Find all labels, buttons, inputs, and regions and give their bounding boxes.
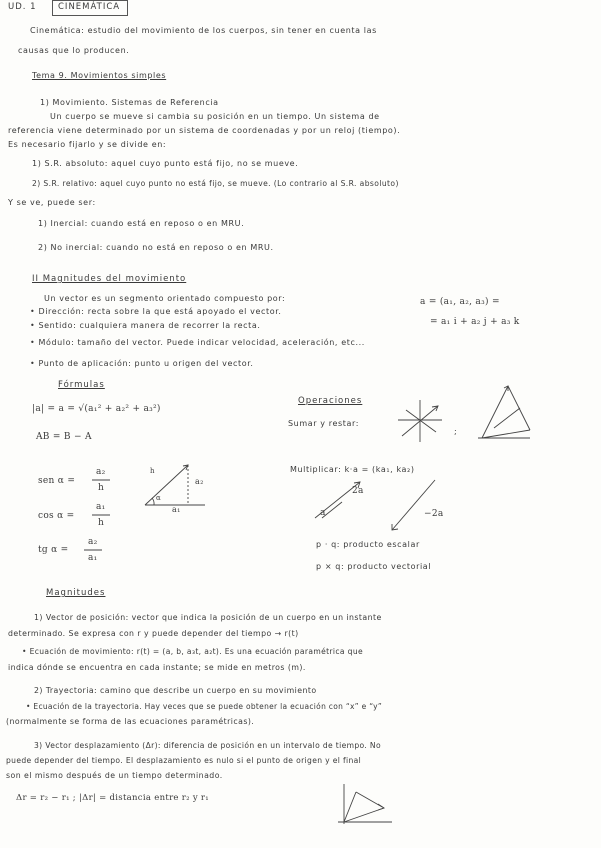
section1-line: Y se ve, puede ser: [8,198,96,207]
section2-title: II Magnitudes del movimiento [32,274,187,284]
section3-title: Magnitudes [46,588,106,598]
triangle-a2-label: a₂ [195,477,204,486]
section2-line: • Dirección: recta sobre la que está apoyado el vector. [30,307,282,316]
label-2a: 2a [352,486,364,496]
section3-line: 1) Vector de posición: vector que indica la posición de un cuerpo en un instante [34,613,382,622]
sine-den: h [98,483,105,493]
unit-label: UD. 1 [8,2,37,12]
section3-line: • Ecuación de la trayectoria. Hay veces que se puede obtener la ecuación con “x” e “y” [26,702,383,711]
section2-line: Un vector es un segmento orientado compuesto por: [44,294,286,303]
section3-line: 2) Trayectoria: camino que describe un cuerpo en su movimiento [34,686,317,695]
cosine-fraction-bar [92,514,112,516]
section3-line: indica dónde se encuentra en cada instante; se mide en metros (m). [8,663,306,672]
sum-label: Sumar y restar: [288,419,360,428]
intro-line-2: causas que lo producen. [18,46,130,55]
title-box [52,0,128,16]
label-neg-2a: −2a [424,509,444,519]
label-a: a [320,508,326,518]
operations-title: Operaciones [298,396,363,406]
intro-line-1: Cinemática: estudio del movimiento de los cuerpos, sin tener en cuenta las [30,26,377,35]
section1-line: referencia viene determinado por un sistema de coordenadas y por un reloj (tiempo). [8,126,401,135]
triangle-alpha-label: α [156,494,162,502]
formulas-title: Fórmulas [58,380,105,390]
section3-line: 3) Vector desplazamiento (Δr): diferencia de posición en un intervalo de tiempo. No [34,741,381,750]
section3-line: puede depender del tiempo. El desplazamiento es nulo si el punto de origen y el final [6,756,362,765]
sine-num: a₂ [96,467,106,477]
tangent-label: tg α = [38,545,69,555]
dot-product-label: p · q: producto escalar [316,540,420,549]
section1-line: 2) No inercial: cuando no está en reposo o en MRU. [38,243,274,252]
cosine-label: cos α = [38,511,75,521]
tema-heading: Tema 9. Movimientos simples [32,71,167,80]
tangent-fraction-bar [84,549,104,551]
vector-subtract-diagram [474,380,534,442]
cosine-den: h [98,518,105,528]
modulus-formula: |a| = a = √(a₁² + a₂² + a₃²) [32,404,161,414]
section3-line: son el mismo después de un tiempo determinado. [6,771,223,780]
section1-title: 1) Movimiento. Sistemas de Referencia [40,98,219,107]
separator-semicolon: ; [454,427,458,436]
section3-line: (normalmente se forma de las ecuaciones paramétricas). [6,717,255,726]
scalar-multiply-diagram [310,478,450,538]
vector-sum-diagram [396,398,446,444]
displacement-diagram [334,782,396,828]
section1-line: 1) S.R. absoluto: aquel cuyo punto está fijo, no se mueve. [32,159,299,168]
cross-product-label: p × q: producto vectorial [316,562,432,571]
displacement-equation: Δr = r₂ − r₁ ; |Δr| = distancia entre r₂ y r₁ [16,793,210,803]
sine-fraction-bar [92,479,112,481]
section1-line: Es necesario fijarlo y se divide en: [8,140,167,149]
vector-definition: a = (a₁, a₂, a₃) = [420,297,500,307]
tangent-den: a₁ [88,553,98,563]
section3-line: • Ecuación de movimiento: r(t) = (a, b, a₃t, a₂t). Es una ecuación paramétrica que [22,647,364,656]
section2-line: • Sentido: cualquiera manera de recorrer la recta. [30,321,261,330]
section1-line: 2) S.R. relativo: aquel cuyo punto no está fijo, se mueve. (Lo contrario al S.R. absoluto) [32,179,399,188]
section3-line: determinado. Se expresa con r y puede depender del tiempo → r(t) [8,629,299,638]
page-title: CINEMÁTICA [58,2,121,12]
section2-line: • Módulo: tamaño del vector. Puede indicar velocidad, aceleración, etc... [30,338,365,347]
tangent-num: a₂ [88,537,98,547]
ab-formula: AB = B − A [36,432,92,442]
section1-line: Un cuerpo se mueve si cambia su posición en un tiempo. Un sistema de [50,112,380,121]
triangle-a1-label: a₁ [172,505,181,514]
vector-definition: = a₁ i + a₂ j + a₃ k [430,317,520,327]
triangle-h-label: h [150,467,155,475]
section1-line: 1) Inercial: cuando está en reposo o en MRU. [38,219,245,228]
multiply-formula: Multiplicar: k·a = (ka₁, ka₂) [290,465,415,474]
cosine-num: a₁ [96,502,106,512]
section2-line: • Punto de aplicación: punto u origen del vector. [30,359,254,368]
sine-label: sen α = [38,476,76,486]
